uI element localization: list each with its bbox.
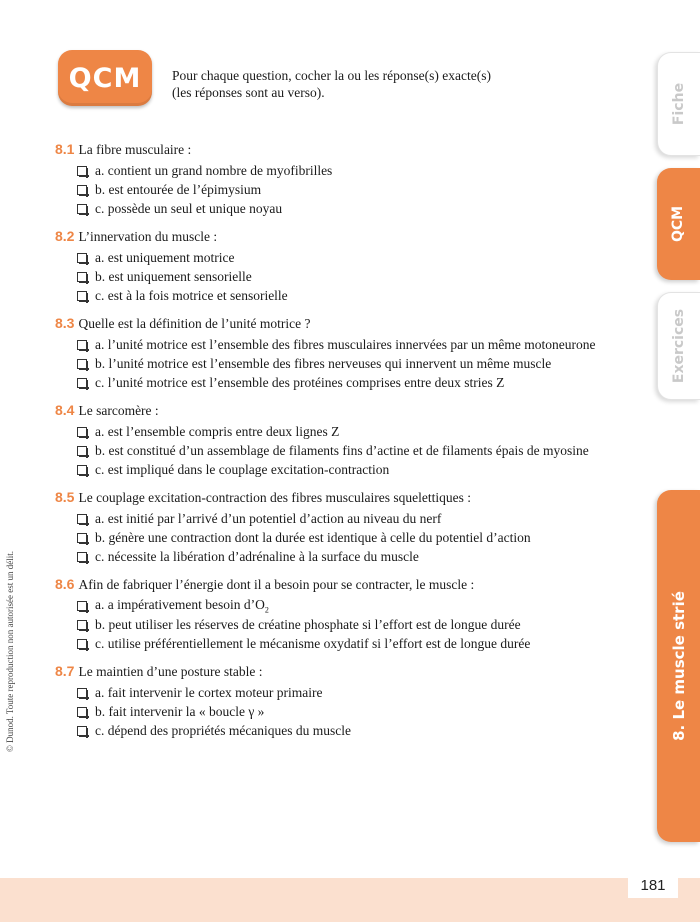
- tab-exercices[interactable]: [657, 292, 700, 400]
- option[interactable]: [77, 634, 615, 653]
- option-label: a. est uniquement motrice: [95, 249, 235, 265]
- option[interactable]: [77, 596, 615, 615]
- option-label: c. utilise préférentiellement le mécanisme oxydatif si l’effort est de longue durée: [95, 635, 531, 651]
- option[interactable]: [77, 373, 615, 392]
- question-text: Le sarcomère :: [78, 403, 159, 418]
- question-8-4: [55, 401, 615, 479]
- checkbox-icon[interactable]: [77, 620, 87, 630]
- question-number: 8.4: [55, 402, 75, 418]
- option[interactable]: [77, 286, 615, 305]
- option-label: a. contient un grand nombre de myofibrilles: [95, 162, 333, 178]
- option-label: b. peut utiliser les réserves de créatine phosphate si l’effort est de longue durée: [95, 616, 521, 632]
- question-8-6: [55, 575, 615, 653]
- option[interactable]: [77, 248, 615, 267]
- checkbox-icon[interactable]: [77, 601, 87, 611]
- checkbox-icon[interactable]: [77, 291, 87, 301]
- instructions-line-2: (les réponses sont au verso).: [172, 85, 325, 100]
- question-number: 8.3: [55, 315, 75, 331]
- question-number: 8.2: [55, 228, 75, 244]
- option[interactable]: [77, 528, 615, 547]
- option-label: c. l’unité motrice est l’ensemble des protéines comprises entre deux stries Z: [95, 374, 505, 390]
- checkbox-icon[interactable]: [77, 204, 87, 214]
- option-label: b. l’unité motrice est l’ensemble des fibres nerveuses qui innervent un même muscle: [95, 355, 552, 371]
- question-8-5: [55, 488, 615, 566]
- question-number: 8.6: [55, 576, 75, 592]
- checkbox-icon[interactable]: [77, 533, 87, 543]
- checkbox-icon[interactable]: [77, 253, 87, 263]
- option-label: c. possède un seul et unique noyau: [95, 200, 283, 216]
- page-number: 181: [628, 872, 678, 898]
- question-8-3: [55, 314, 615, 392]
- checkbox-icon[interactable]: [77, 185, 87, 195]
- option[interactable]: [77, 199, 615, 218]
- question-number: 8.1: [55, 141, 75, 157]
- question-text: Le couplage excitation-contraction des fibres musculaires squelettiques :: [78, 490, 471, 505]
- question-text: La fibre musculaire :: [78, 142, 192, 157]
- tab-qcm[interactable]: [657, 168, 700, 280]
- question-list: [55, 140, 615, 749]
- checkbox-icon[interactable]: [77, 378, 87, 388]
- question-8-1: [55, 140, 615, 218]
- checkbox-icon[interactable]: [77, 639, 87, 649]
- option[interactable]: [77, 547, 615, 566]
- tab-chapter-label: 8. Le muscle strié: [669, 591, 688, 741]
- option[interactable]: [77, 180, 615, 199]
- option-label: a. est l’ensemble compris entre deux lignes Z: [95, 423, 340, 439]
- option-label: a. fait intervenir le cortex moteur primaire: [95, 684, 323, 700]
- copyright-text: © Dunod. Toute reproduction non autorisée est un délit.: [5, 550, 15, 752]
- option[interactable]: [77, 683, 615, 702]
- option-label: c. nécessite la libération d’adrénaline à la surface du muscle: [95, 548, 419, 564]
- instructions: [172, 67, 491, 101]
- option-label: b. fait intervenir la « boucle γ »: [95, 703, 265, 719]
- checkbox-icon[interactable]: [77, 552, 87, 562]
- tab-chapter[interactable]: [657, 490, 700, 842]
- checkbox-icon[interactable]: [77, 446, 87, 456]
- option[interactable]: [77, 509, 615, 528]
- option[interactable]: [77, 267, 615, 286]
- option-label: a. est initié par l’arrivé d’un potentiel d’action au niveau du nerf: [95, 510, 442, 526]
- checkbox-icon[interactable]: [77, 340, 87, 350]
- instructions-line-1: Pour chaque question, cocher la ou les réponse(s) exacte(s): [172, 68, 492, 83]
- question-8-2: [55, 227, 615, 305]
- option[interactable]: [77, 615, 615, 634]
- option-label: b. est constitué d’un assemblage de filaments fins d’actine et de filaments épais de myosine: [95, 442, 589, 458]
- option-label: c. est à la fois motrice et sensorielle: [95, 287, 288, 303]
- option-label-text: a. a impérativement besoin d’O: [95, 596, 265, 612]
- question-8-7: [55, 662, 615, 740]
- option-label: a. l’unité motrice est l’ensemble des fibres musculaires innervées par un même motoneurone: [95, 336, 596, 352]
- option[interactable]: [77, 460, 615, 479]
- tab-exercices-label: Exercices: [671, 308, 687, 384]
- checkbox-icon[interactable]: [77, 359, 87, 369]
- checkbox-icon[interactable]: [77, 166, 87, 176]
- o2-subscript: 2: [264, 605, 269, 615]
- question-text: L’innervation du muscle :: [78, 229, 218, 244]
- option[interactable]: [77, 702, 615, 721]
- qcm-badge: QCM: [58, 50, 152, 106]
- tab-fiche[interactable]: [657, 52, 700, 156]
- checkbox-icon[interactable]: [77, 427, 87, 437]
- question-text: Afin de fabriquer l’énergie dont il a besoin pour se contracter, le muscle :: [78, 577, 475, 592]
- option[interactable]: [77, 422, 615, 441]
- option-label: b. est entourée de l’épimysium: [95, 181, 262, 197]
- checkbox-icon[interactable]: [77, 688, 87, 698]
- option-label: b. génère une contraction dont la durée est identique à celle du potentiel d’action: [95, 529, 531, 545]
- tab-qcm-label: QCM: [670, 205, 687, 243]
- option[interactable]: [77, 354, 615, 373]
- option[interactable]: [77, 161, 615, 180]
- option-label: c. dépend des propriétés mécaniques du muscle: [95, 722, 352, 738]
- option[interactable]: [77, 335, 615, 354]
- footer-band: [0, 878, 700, 922]
- question-number: 8.5: [55, 489, 75, 505]
- option-label: b. est uniquement sensorielle: [95, 268, 252, 284]
- option[interactable]: [77, 721, 615, 740]
- option-label: [95, 597, 269, 615]
- question-text: Quelle est la définition de l’unité motrice ?: [78, 316, 311, 331]
- checkbox-icon[interactable]: [77, 707, 87, 717]
- question-number: 8.7: [55, 663, 75, 679]
- checkbox-icon[interactable]: [77, 726, 87, 736]
- checkbox-icon[interactable]: [77, 465, 87, 475]
- checkbox-icon[interactable]: [77, 272, 87, 282]
- question-text: Le maintien d’une posture stable :: [78, 664, 263, 679]
- checkbox-icon[interactable]: [77, 514, 87, 524]
- option[interactable]: [77, 441, 615, 460]
- option-label: c. est impliqué dans le couplage excitation-contraction: [95, 461, 390, 477]
- tab-fiche-label: Fiche: [671, 82, 687, 126]
